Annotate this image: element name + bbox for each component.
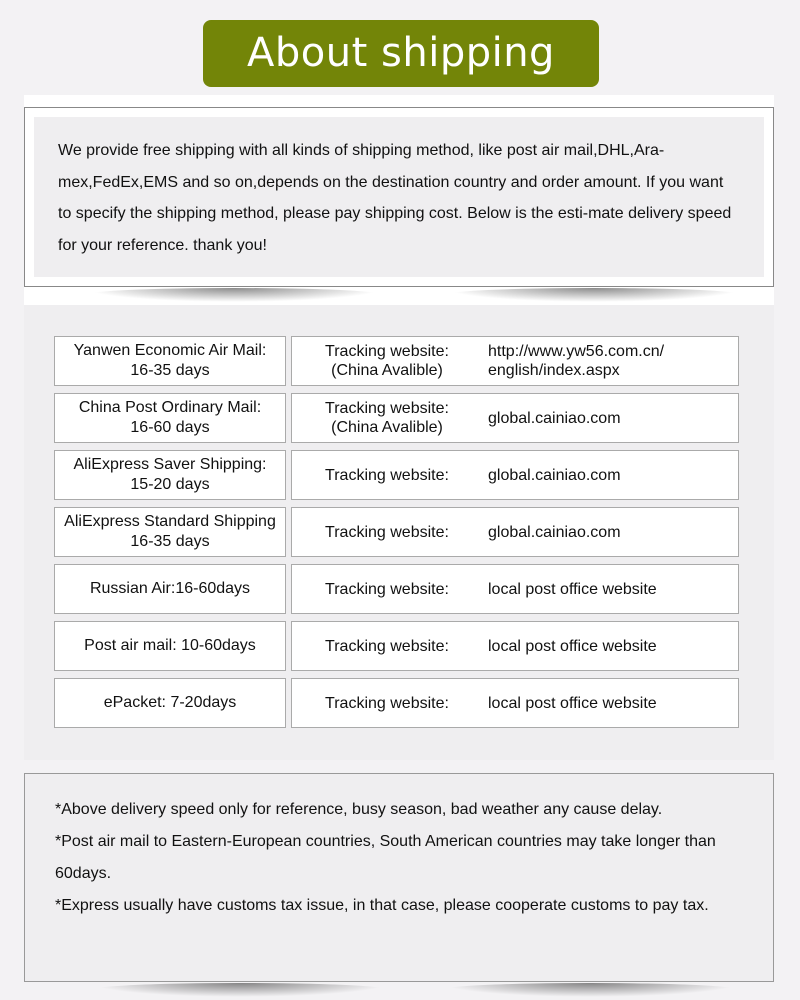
method-name: AliExpress Standard Shipping (64, 513, 276, 530)
notes-panel (24, 773, 774, 982)
tracking-label: Tracking website: (325, 466, 449, 484)
page-title: About shipping (203, 20, 599, 87)
shipping-method (54, 621, 286, 671)
method-name: AliExpress Saver Shipping: (73, 456, 267, 473)
tracking-site: global.cainiao.com (488, 523, 621, 541)
shadow (84, 288, 384, 302)
intro-panel (24, 95, 774, 305)
shadow (90, 983, 390, 997)
tracking-label: Tracking website: (325, 400, 449, 417)
tracking-cell (291, 678, 739, 728)
intro-text: We provide free shipping with all kinds of shipping method, like post air mail,DHL,Ara-mex,FedEx,EMS and so on,depends on the destination country and order amount. If you want to specify the shipping method, please pay shipping cost. Below is the esti-mate delivery speed for your reference. thank you! (34, 117, 764, 277)
shipping-method (54, 393, 286, 443)
tracking-note: (China Avalible) (331, 419, 443, 436)
tracking-site: local post office website (488, 637, 657, 655)
tracking-label: Tracking website: (325, 637, 449, 655)
method-name: Post air mail: 10-60days (84, 637, 256, 654)
tracking-label: Tracking website: (325, 523, 449, 541)
tracking-site: global.cainiao.com (488, 409, 621, 427)
method-name: Russian Air:16-60days (89, 580, 251, 597)
note: *Post air mail to Eastern-European countries, South American countries may take longer than 60days. (55, 833, 716, 882)
shadow (440, 983, 740, 997)
shipping-method (54, 507, 286, 557)
shipping-method (54, 450, 286, 500)
tracking-cell (291, 393, 739, 443)
tracking-label: Tracking website: (325, 580, 449, 598)
tracking-label: Tracking website: (325, 343, 449, 360)
tracking-note: (China Avalible) (331, 362, 443, 379)
delivery-time: 15-20 days (130, 476, 210, 493)
tracking-site: http://www.yw56.com.cn/ (488, 343, 665, 360)
shipping-method (54, 564, 286, 614)
note: *Above delivery speed only for reference, busy season, bad weather any cause delay. (55, 801, 663, 818)
shipping-method (54, 336, 286, 386)
method-name: China Post Ordinary Mail: (78, 399, 262, 416)
tracking-cell (291, 450, 739, 500)
tracking-cell (291, 336, 739, 386)
tracking-cell (291, 507, 739, 557)
method-name: Yanwen Economic Air Mail: (73, 342, 267, 359)
delivery-time: 16-35 days (130, 533, 210, 550)
tracking-site: local post office website (488, 694, 657, 712)
shipping-table (24, 305, 774, 760)
tracking-site: local post office website (488, 580, 657, 598)
tracking-site: global.cainiao.com (488, 466, 621, 484)
tracking-cell (291, 621, 739, 671)
tracking-cell (291, 564, 739, 614)
delivery-time: 16-60 days (130, 419, 210, 436)
tracking-site: english/index.aspx (488, 362, 620, 379)
shadow (444, 288, 744, 302)
note: *Express usually have customs tax issue, in that case, please cooperate customs to pay tax. (55, 897, 709, 914)
tracking-label: Tracking website: (325, 694, 449, 712)
shipping-method (54, 678, 286, 728)
method-name: ePacket: 7-20days (103, 694, 237, 711)
delivery-time: 16-35 days (130, 362, 210, 379)
